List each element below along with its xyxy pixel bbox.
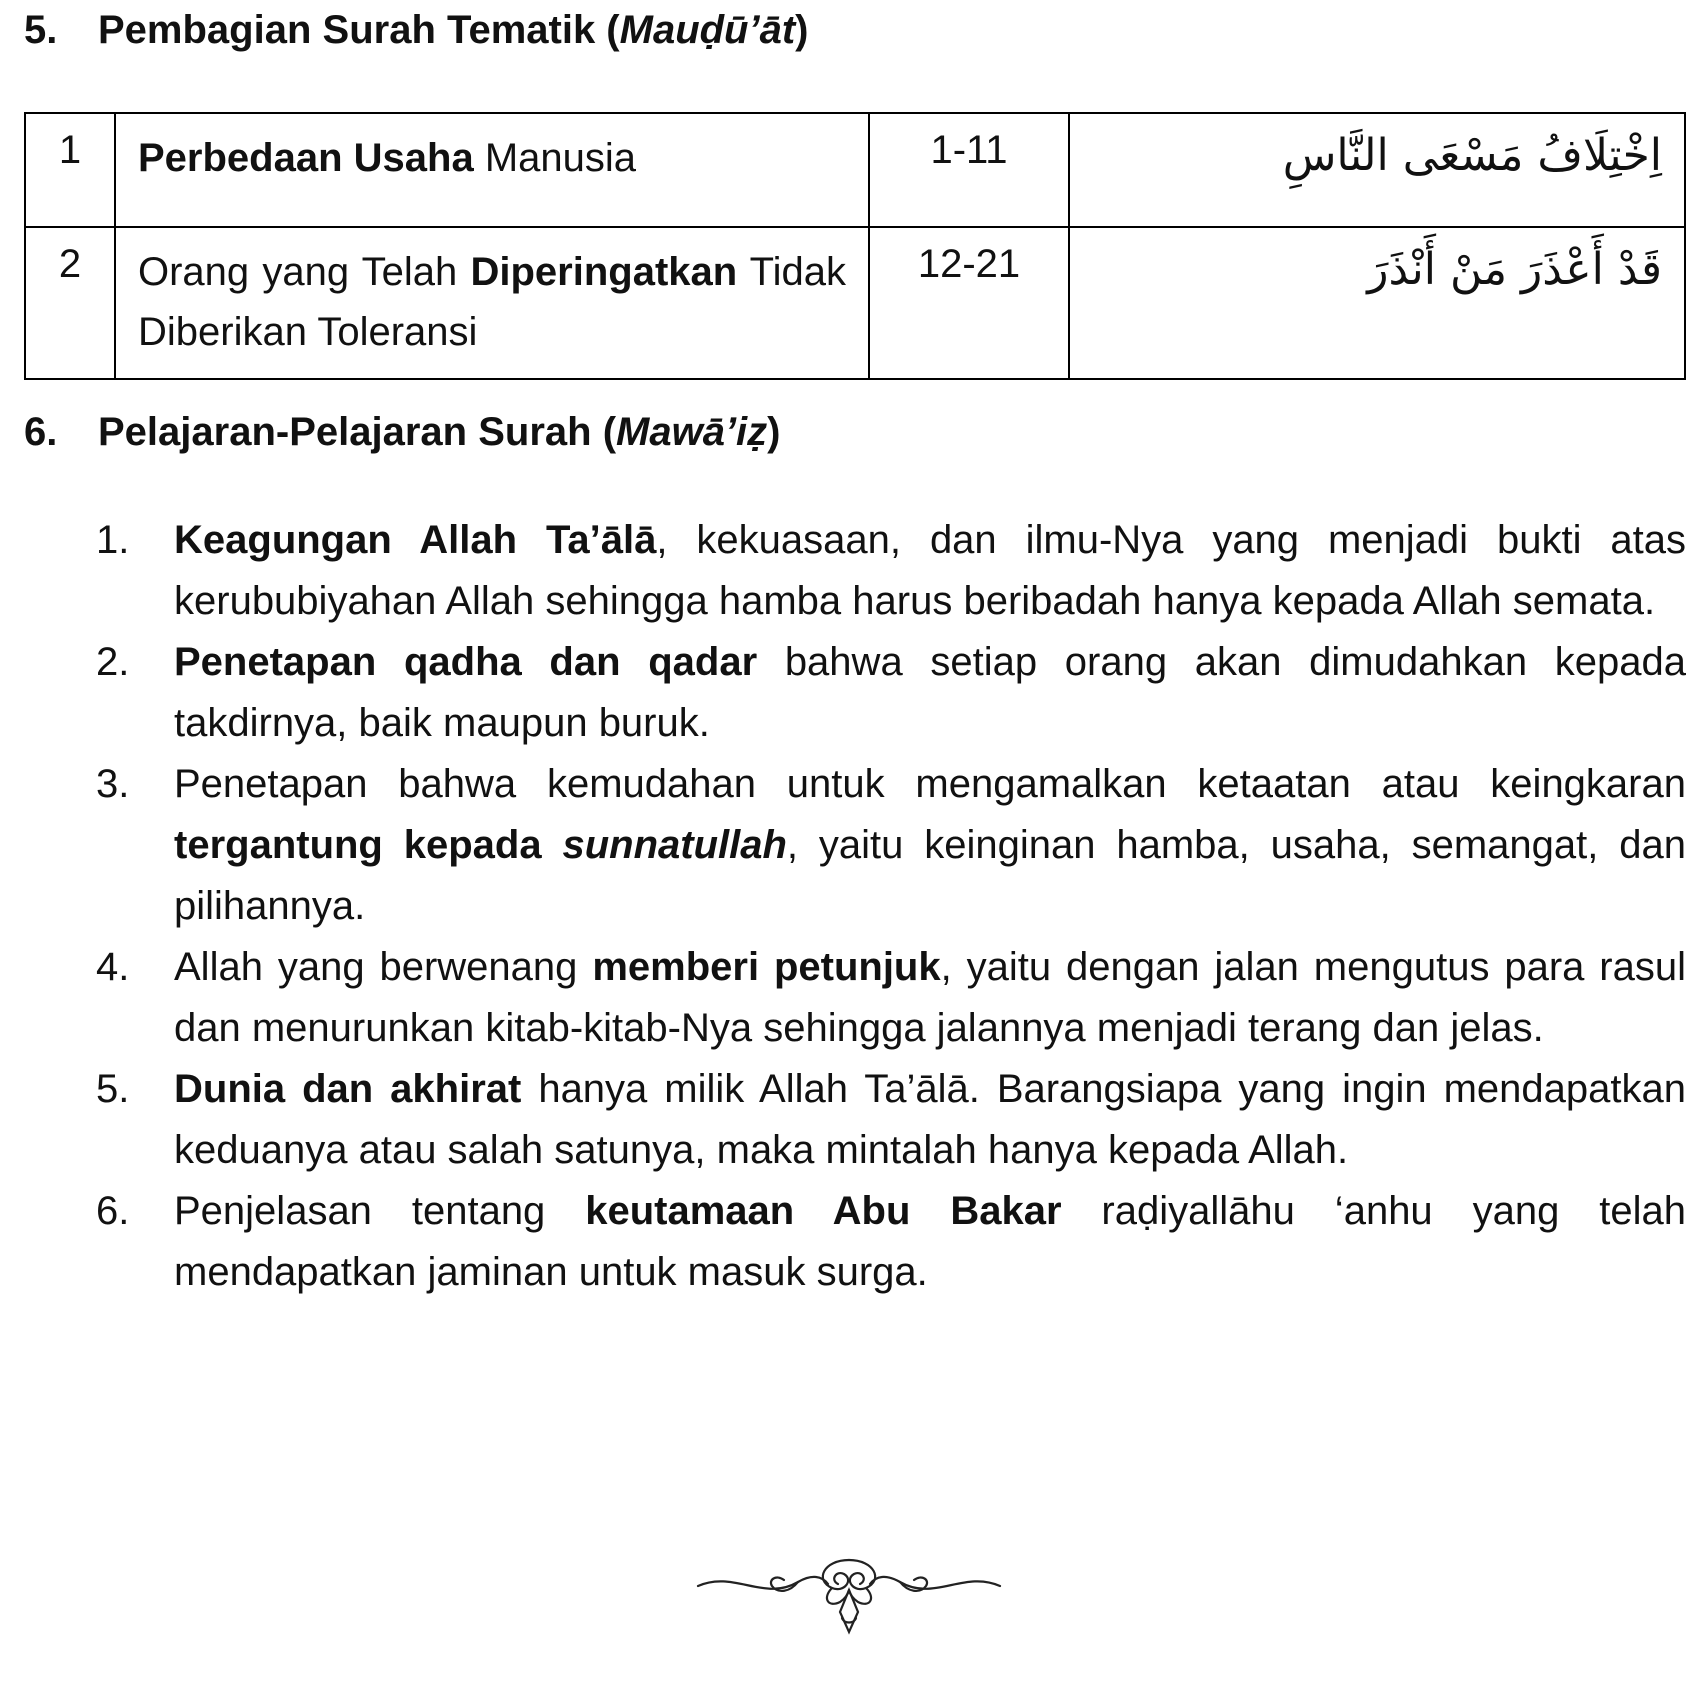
list-item — [96, 632, 1686, 754]
item-number: 3. — [96, 762, 130, 806]
section-title-close: ) — [795, 8, 809, 52]
item-bold: tergantung kepada — [174, 823, 563, 867]
item-text: , yaitu keinginan hamba, usaha, semangat, dan pilihannya. — [174, 823, 1686, 928]
item-bold: Keagungan Allah Ta’ālā — [174, 518, 657, 562]
item-number: 1. — [96, 518, 130, 562]
list-item — [96, 1059, 1686, 1181]
theme-title-rest: Manusia — [473, 136, 637, 180]
item-number: 2. — [96, 640, 130, 684]
item-bold: keutamaan Abu Bakar — [585, 1189, 1062, 1233]
section-5-heading — [24, 8, 809, 53]
verse-range: 1-11 — [869, 113, 1069, 227]
theme-title — [115, 227, 869, 379]
item-text-pre: Penetapan bahwa kemudahan untuk mengamalkan ketaatan atau keingkaran — [174, 762, 1686, 806]
section-number: 5. — [24, 8, 58, 52]
item-text: , kekuasaan, dan ilmu-Nya yang menjadi bukti atas kerububiyahan Allah sehingga hamba harus beribadah hanya kepada Allah semata. — [174, 518, 1686, 623]
item-bold: Penetapan qadha dan qadar — [174, 640, 758, 684]
section-number: 6. — [24, 410, 58, 454]
flourish-ornament-icon — [694, 1540, 1004, 1640]
list-item — [96, 754, 1686, 937]
item-text: raḍiyallāhu ‘anhu yang telah mendapatkan jaminan untuk masuk surga. — [174, 1189, 1686, 1294]
item-number: 5. — [96, 1067, 130, 1111]
row-number: 1 — [25, 113, 115, 227]
themes-table — [24, 112, 1686, 380]
section-title: Pelajaran-Pelajaran Surah ( — [98, 410, 617, 454]
item-bold: memberi petunjuk — [592, 945, 941, 989]
item-number: 6. — [96, 1189, 130, 1233]
theme-title-bold: Diperingatkan — [470, 250, 738, 294]
section-6-heading — [24, 410, 781, 455]
item-text-pre: Penjelasan tentang — [174, 1189, 586, 1233]
arabic-theme: اِخْتِلَافُ مَسْعَى النَّاسِ — [1069, 113, 1685, 227]
item-bold-italic: sunnatullah — [562, 823, 787, 867]
item-text: , yaitu dengan jalan mengutus para rasul dan menurunkan kitab-kitab-Nya sehingga jalannya menjadi terang dan jelas. — [174, 945, 1687, 1050]
table-row — [25, 227, 1685, 379]
section-title-close: ) — [767, 410, 781, 454]
verse-range: 12-21 — [869, 227, 1069, 379]
item-number: 4. — [96, 945, 130, 989]
theme-title-pre: Orang yang Telah — [138, 250, 471, 294]
section-title: Pembagian Surah Tematik ( — [98, 8, 620, 52]
arabic-theme: قَدْ أَعْذَرَ مَنْ أَنْذَرَ — [1069, 227, 1685, 379]
theme-title-bold: Perbedaan Usaha — [138, 136, 474, 180]
section-title-italic: Mawā’iẓ — [616, 410, 768, 454]
item-text: hanya milik Allah Ta’ālā. Barangsiapa yang ingin mendapatkan keduanya atau salah satunya, maka mintalah hanya kepada Allah. — [174, 1067, 1686, 1172]
section-title-italic: Mauḍū’āt — [619, 8, 796, 52]
row-number: 2 — [25, 227, 115, 379]
list-item — [96, 1181, 1686, 1303]
list-item — [96, 937, 1686, 1059]
item-bold: Dunia dan akhirat — [174, 1067, 522, 1111]
lessons-list — [96, 510, 1686, 1303]
list-item — [96, 510, 1686, 632]
theme-title — [115, 113, 869, 227]
item-text-pre: Allah yang berwenang — [174, 945, 593, 989]
item-text: bahwa setiap orang akan dimudahkan kepada takdirnya, baik maupun buruk. — [174, 640, 1686, 745]
table-row — [25, 113, 1685, 227]
theme-title-rest: Tidak Diberikan Toleransi — [138, 250, 847, 354]
